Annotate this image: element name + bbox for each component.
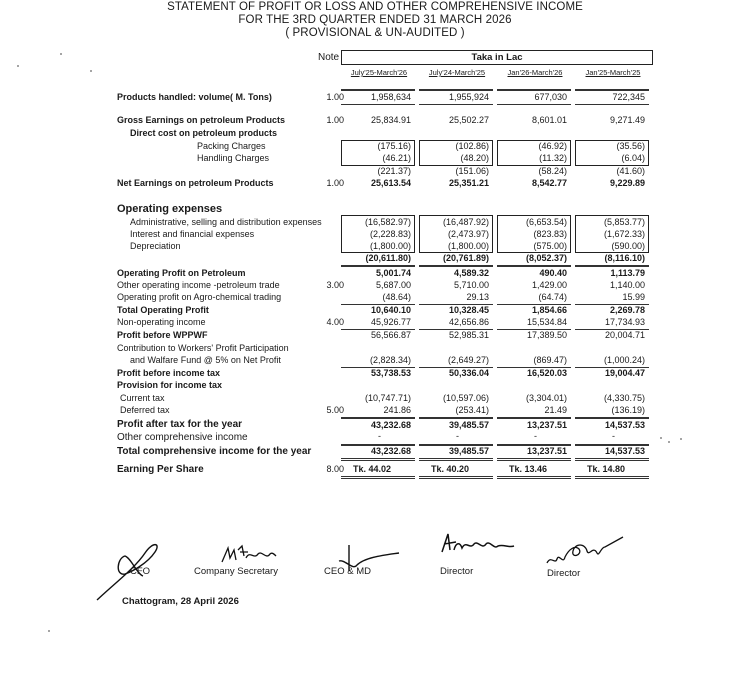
cell: 53,738.53 <box>370 368 411 378</box>
cell: (11.32) <box>539 153 567 163</box>
cell: 10,640.10 <box>370 305 411 315</box>
director1-label: Director <box>440 566 474 577</box>
cell: 14,537.53 <box>604 420 645 430</box>
cell: 43,232.68 <box>370 420 411 430</box>
row-label: Operating Profit on Petroleum <box>117 268 246 278</box>
cell: (48.64) <box>382 292 411 302</box>
cell: (58.24) <box>538 166 567 176</box>
column-header: July'25-March'26 <box>350 68 408 77</box>
cell: 13,237.51 <box>526 420 567 430</box>
cell: (136.19) <box>611 405 645 415</box>
cell: (2,828.34) <box>369 355 411 365</box>
cell: (253.41) <box>455 405 489 415</box>
rule <box>419 458 493 461</box>
note-column-header: Note <box>318 52 340 63</box>
row-note: 5.00 <box>326 405 344 415</box>
row-label: Other comprehensive income <box>117 432 248 443</box>
rule <box>419 104 493 105</box>
cell: 25,613.54 <box>370 178 411 188</box>
row-label: Profit before WPPWF <box>117 330 208 340</box>
cell: 29.13 <box>466 292 489 302</box>
row-label: Net Earnings on petroleum Products <box>117 178 274 188</box>
cell: (16,582.97) <box>364 217 411 227</box>
cell: (20,611.80) <box>365 253 411 263</box>
scan-speck <box>90 70 92 72</box>
row-label: Total Operating Profit <box>117 305 209 315</box>
column-header: July'24-March'25 <box>428 68 486 77</box>
cell: (590.00) <box>611 241 645 251</box>
cell: 25,834.91 <box>370 115 411 125</box>
cell: 10,328.45 <box>448 305 489 315</box>
cell: - <box>534 431 537 441</box>
cell: 4,589.32 <box>453 268 489 278</box>
cell: (6.04) <box>621 153 645 163</box>
row-note: 1.00 <box>326 178 344 188</box>
rule <box>575 417 649 419</box>
scan-speck <box>660 437 662 439</box>
row-label: and Walfare Fund @ 5% on Net Profit <box>130 355 281 365</box>
row-label: Earning Per Share <box>117 464 204 475</box>
cell: 19,004.47 <box>604 368 645 378</box>
cell: Tk. 14.80 <box>586 464 625 474</box>
cell: (2,473.97) <box>447 229 489 239</box>
cell: 42,656.86 <box>448 317 489 327</box>
cell: (10,747.71) <box>364 393 411 403</box>
cell: (10,597.06) <box>442 393 489 403</box>
cell: (102.86) <box>455 141 489 151</box>
row-label: Packing Charges <box>197 141 266 151</box>
row-label: Depreciation <box>130 241 181 251</box>
scan-speck <box>60 53 62 55</box>
rule <box>575 458 649 461</box>
cell: Tk. 13.46 <box>508 464 547 474</box>
cell: (175.16) <box>377 141 411 151</box>
scan-speck <box>680 438 682 440</box>
cell: 17,734.93 <box>604 317 645 327</box>
cell: (41.60) <box>616 166 645 176</box>
row-label: Gross Earnings on petroleum Products <box>117 115 286 125</box>
row-label: Administrative, selling and distribution expenses <box>130 217 322 227</box>
cell: 5,710.00 <box>453 280 489 290</box>
row-label: Total comprehensive income for the year <box>117 446 312 457</box>
rule <box>497 476 571 479</box>
cell: 1,429.00 <box>531 280 567 290</box>
cell: 490.40 <box>539 268 567 278</box>
row-note: 4.00 <box>326 317 344 327</box>
cell: 15,534.84 <box>526 317 567 327</box>
column-header: Jan'25-March'25 <box>585 68 641 77</box>
statement-status: ( PROVISIONAL & UN-AUDITED ) <box>285 27 465 39</box>
rule <box>341 417 415 419</box>
scan-speck <box>17 65 19 67</box>
cell: (221.37) <box>377 166 411 176</box>
rule <box>341 89 415 91</box>
cell: 39,485.57 <box>448 420 489 430</box>
cell: (48.20) <box>460 153 489 163</box>
cell: 9,271.49 <box>609 115 645 125</box>
rule <box>341 458 415 461</box>
section-heading: Operating expenses <box>117 203 223 215</box>
scan-speck <box>668 441 670 443</box>
row-label: Other operating income -petroleum trade <box>117 280 280 290</box>
cell: (151.06) <box>455 166 489 176</box>
cell: - <box>378 431 381 441</box>
cell: 50,336.04 <box>448 368 489 378</box>
cell: 17,389.50 <box>526 330 567 340</box>
cell: 677,030 <box>534 92 567 102</box>
rule <box>575 265 649 267</box>
cell: (64.74) <box>538 292 567 302</box>
cell: 14,537.53 <box>604 446 645 456</box>
rule <box>575 104 649 105</box>
cell: (6,653.54) <box>525 217 567 227</box>
rule <box>419 417 493 419</box>
row-label: Contribution to Workers' Profit Participation <box>117 343 289 353</box>
cell: 25,502.27 <box>448 115 489 125</box>
cell: (2,228.83) <box>369 229 411 239</box>
row-label: Provision for income tax <box>117 380 223 390</box>
director2-label: Director <box>547 568 581 579</box>
cell: (1,800.00) <box>447 241 489 251</box>
row-note: 3.00 <box>326 280 344 290</box>
cell: 241.86 <box>383 405 411 415</box>
cell: (4,330.75) <box>603 393 645 403</box>
cell: 8,601.01 <box>531 115 567 125</box>
rule <box>497 89 571 91</box>
cell: (46.21) <box>382 153 411 163</box>
cell: (2,649.27) <box>447 355 489 365</box>
row-label: Deferred tax <box>120 405 170 415</box>
cell: 52,985.31 <box>448 330 489 340</box>
cell: (46.92) <box>538 141 567 151</box>
rule <box>341 265 415 267</box>
cell: (35.56) <box>616 141 645 151</box>
cell: (1,672.33) <box>603 229 645 239</box>
cell: 1,958,634 <box>370 92 411 102</box>
cell: 5,687.00 <box>375 280 411 290</box>
row-note: 1.00 <box>326 92 344 102</box>
column-header: Jan'26-March'26 <box>507 68 563 77</box>
cell: 25,351.21 <box>448 178 489 188</box>
cfo-label: CFO <box>130 566 151 577</box>
cell: (1,000.24) <box>603 355 645 365</box>
rule <box>497 458 571 461</box>
cell: (5,853.77) <box>603 217 645 227</box>
cell: 21.49 <box>544 405 567 415</box>
ceo-md-label: CEO & MD <box>324 566 371 577</box>
cell: - <box>456 431 459 441</box>
cell: 43,232.68 <box>370 446 411 456</box>
rule <box>575 89 649 91</box>
cell: 1,854.66 <box>531 305 567 315</box>
row-label: Current tax <box>120 393 165 403</box>
rule <box>341 476 415 479</box>
cell: (869.47) <box>533 355 567 365</box>
rule <box>575 476 649 479</box>
company-secretary-signature <box>218 544 278 566</box>
cell: Tk. 40.20 <box>430 464 469 474</box>
row-label: Interest and financial expenses <box>130 229 255 239</box>
cell: 20,004.71 <box>604 330 645 340</box>
row-label: Profit after tax for the year <box>117 419 243 430</box>
cell: (20,761.89) <box>442 253 489 263</box>
cell: (8,116.10) <box>604 253 645 263</box>
company-secretary-label: Company Secretary <box>194 566 278 577</box>
cell: (1,800.00) <box>369 241 411 251</box>
cell: 16,520.03 <box>526 368 567 378</box>
row-note: 1.00 <box>326 115 344 125</box>
scan-speck <box>48 630 50 632</box>
row-label: Operating profit on Agro-chemical trading <box>117 292 282 302</box>
cell: 8,542.77 <box>531 178 567 188</box>
cell: - <box>612 431 615 441</box>
cell: 13,237.51 <box>526 446 567 456</box>
director2-signature <box>545 535 625 569</box>
statement-period: FOR THE 3RD QUARTER ENDED 31 MARCH 2026 <box>238 14 512 26</box>
director1-signature <box>438 532 518 558</box>
cell: 5,001.74 <box>375 268 411 278</box>
rule <box>419 89 493 91</box>
rule <box>497 417 571 419</box>
cell: (823.83) <box>533 229 567 239</box>
rule <box>419 265 493 267</box>
rule <box>419 476 493 479</box>
row-label: Handling Charges <box>197 153 270 163</box>
rule <box>497 104 571 105</box>
cell: 1,140.00 <box>609 280 645 290</box>
cell: 1,113.79 <box>610 268 645 278</box>
row-label: Non-operating income <box>117 317 206 327</box>
rule <box>341 104 415 105</box>
place-date: Chattogram, 28 April 2026 <box>122 596 239 607</box>
cell: 2,269.78 <box>609 305 645 315</box>
row-label: Profit before income tax <box>117 368 221 378</box>
cell: 15.99 <box>622 292 645 302</box>
cell: 45,926.77 <box>370 317 411 327</box>
rule <box>497 265 571 267</box>
cell: (8,052.37) <box>525 253 567 263</box>
cell: (3,304.01) <box>525 393 567 403</box>
cell: (16,487.92) <box>442 217 489 227</box>
cell: Tk. 44.02 <box>352 464 391 474</box>
cell: 9,229.89 <box>609 178 645 188</box>
cell: (575.00) <box>533 241 567 251</box>
cell: 56,566.87 <box>370 330 411 340</box>
cell: 39,485.57 <box>448 446 489 456</box>
unit-header: Taka in Lac <box>341 50 653 65</box>
statement-title: STATEMENT OF PROFIT OR LOSS AND OTHER COMPREHENSIVE INCOME <box>167 1 583 13</box>
row-note: 8.00 <box>326 464 344 474</box>
cell: 1,955,924 <box>448 92 489 102</box>
row-label: Direct cost on petroleum products <box>130 128 278 138</box>
row-label: Products handled: volume( M. Tons) <box>117 92 272 102</box>
cell: 722,345 <box>612 92 645 102</box>
